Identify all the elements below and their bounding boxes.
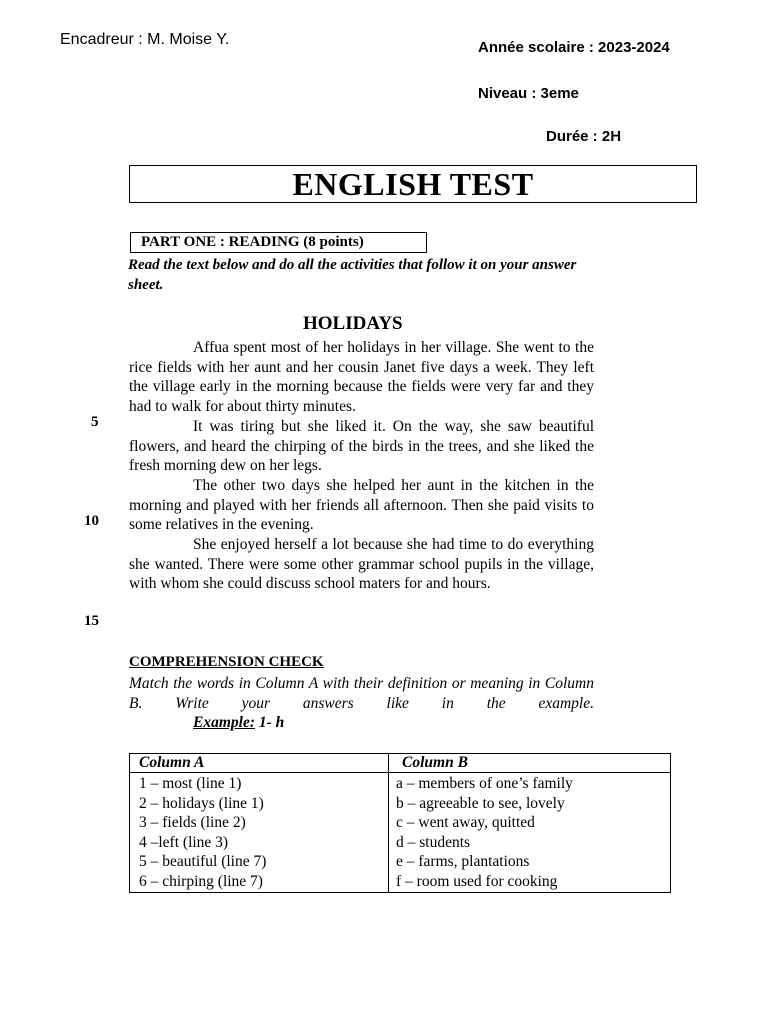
table-row bbox=[130, 773, 671, 893]
class-level: Niveau : 3eme bbox=[478, 85, 579, 102]
line-number: 10 bbox=[84, 513, 99, 529]
column-a-item: 2 – holidays (line 1) bbox=[139, 794, 264, 812]
column-a-item: 5 – beautiful (line 7) bbox=[139, 853, 267, 870]
test-title: ENGLISH TEST bbox=[129, 165, 697, 203]
column-b-header: Column B bbox=[389, 754, 671, 773]
column-a-item: 3 – fields (line 2) bbox=[139, 814, 246, 831]
example-value: 1- h bbox=[255, 714, 285, 731]
column-b-item: a – members of one’s family bbox=[396, 775, 573, 792]
school-year: Année scolaire : 2023-2024 bbox=[478, 39, 670, 56]
comprehension-heading: COMPREHENSION CHECK bbox=[129, 654, 324, 670]
line-number: 15 bbox=[84, 613, 99, 629]
supervisor-name: Encadreur : M. Moise Y. bbox=[60, 31, 230, 48]
line-number: 5 bbox=[91, 414, 99, 430]
column-b-item: d – students bbox=[396, 833, 471, 851]
column-a-item: 4 –left (line 3) bbox=[139, 833, 229, 851]
passage-paragraph: Affua spent most of her holidays in her village. She went to the rice fields with her aunt and her cousin Janet five days a week. They left the village early in the morning because the fields were very far and they had to walk for about thirty minutes. bbox=[129, 339, 594, 416]
test-duration: Durée : 2H bbox=[546, 128, 622, 145]
text-title: HOLIDAYS bbox=[303, 313, 403, 334]
column-a-cell bbox=[130, 773, 389, 893]
column-b-item: f – room used for cooking bbox=[396, 872, 558, 890]
column-a-header: Column A bbox=[130, 754, 389, 773]
column-b-item: b – agreeable to see, lovely bbox=[396, 794, 565, 812]
example-answer bbox=[193, 714, 284, 732]
column-b-item: e – farms, plantations bbox=[396, 853, 530, 870]
column-a-item: 1 – most (line 1) bbox=[139, 775, 242, 792]
passage-paragraph: It was tiring but she liked it. On the way, she saw beautiful flowers, and heard the chirping of the birds in the trees, and she liked the fresh morning dew on her legs. bbox=[129, 417, 594, 475]
comprehension-instructions: Match the words in Column A with their definition or meaning in Column B. Write your answers like in the example. bbox=[129, 675, 594, 712]
part-one-label: PART ONE : READING (8 points) bbox=[130, 232, 427, 253]
table-header-row bbox=[130, 754, 671, 773]
passage-paragraph: She enjoyed herself a lot because she had time to do everything she wanted. There were some other grammar school pupils in the village, with whom she could discuss school maters for and hours. bbox=[129, 536, 594, 593]
column-b-cell bbox=[389, 773, 671, 893]
reading-instructions: Read the text below and do all the activities that follow it on your answer sheet. bbox=[128, 257, 577, 293]
passage-paragraph: The other two days she helped her aunt in the kitchen in the morning and played with her friends all afternoon. Then she paid visits to some relatives in the evening. bbox=[129, 476, 594, 534]
column-b-item: c – went away, quitted bbox=[396, 814, 535, 831]
matching-table bbox=[129, 753, 671, 893]
example-label: Example: bbox=[193, 714, 255, 731]
column-a-item: 6 – chirping (line 7) bbox=[139, 872, 263, 890]
reading-passage bbox=[129, 338, 594, 594]
